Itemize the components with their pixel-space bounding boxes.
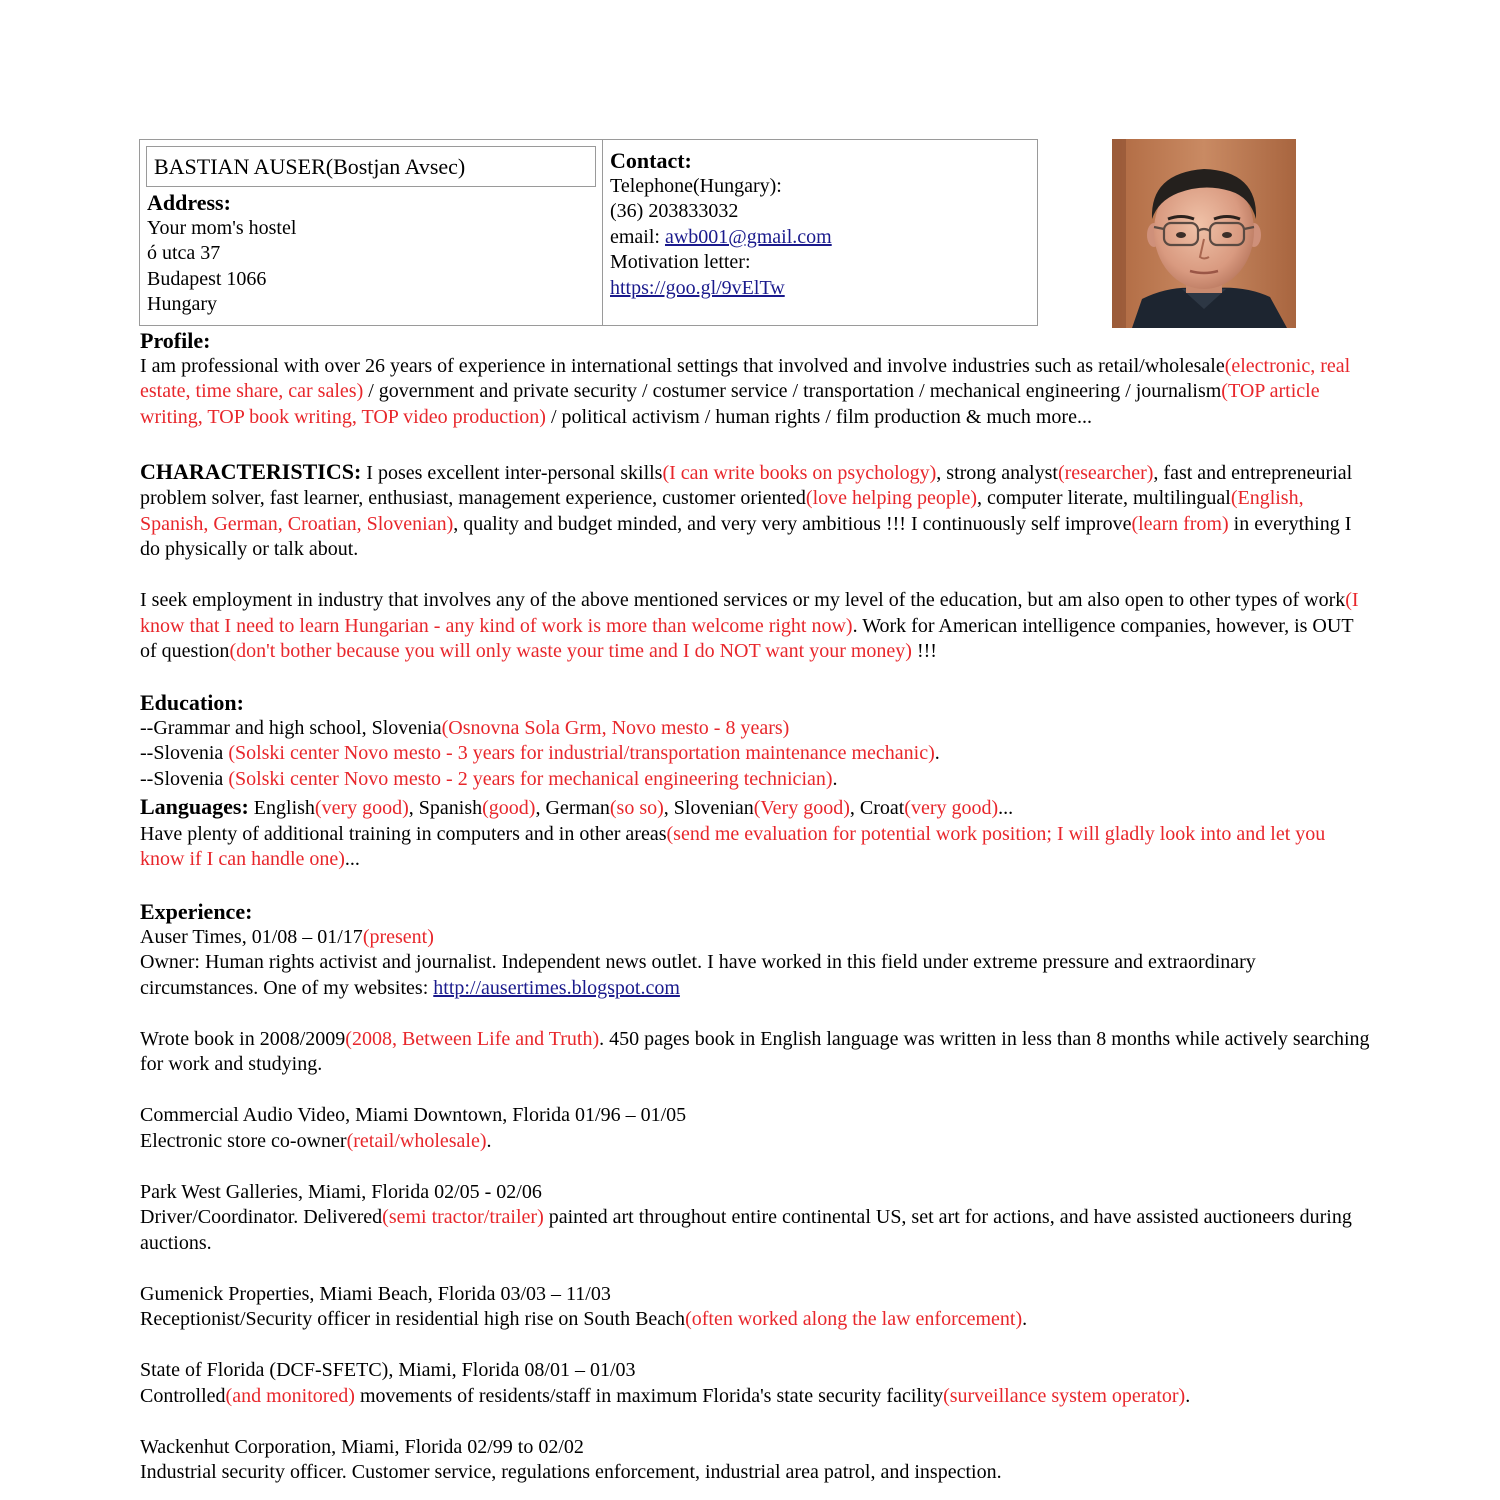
profile-photo: [1112, 139, 1296, 328]
address-line-1: Your mom's hostel: [147, 217, 297, 239]
languages-section: [140, 794, 1370, 873]
education-item-note: (Solski center Novo mesto - 3 years for industrial/transportation maintenance mechanic): [228, 742, 935, 764]
experience-pwg-desc: [140, 1205, 1370, 1256]
education-item-text: --Grammar and high school, Slovenia: [140, 716, 442, 739]
training-line: [140, 822, 1370, 873]
characteristics-note-2: (researcher): [1057, 461, 1154, 484]
education-item-note: (Solski center Novo mesto - 2 years for mechanical engineering technician): [228, 767, 833, 790]
motivation-label: Motivation letter:: [610, 251, 751, 274]
website-link[interactable]: http://ausertimes.blogspot.com: [433, 976, 680, 999]
language-level: (very good): [904, 797, 999, 819]
address-line-3: Budapest 1066: [147, 267, 267, 290]
languages-title: Languages:: [140, 794, 249, 819]
book-note: (2008, Between Life and Truth): [345, 1027, 600, 1050]
motivation-line: [610, 276, 1030, 301]
profile-section: [140, 328, 1370, 430]
job-desc: Driver/Coordinator. Delivered: [140, 1206, 383, 1228]
resume-body: [140, 328, 1370, 1486]
profile-text-2: / government and private security / costumer service / transportation / mechanical engineering / journalism: [363, 380, 1222, 402]
job-present: (present): [362, 925, 434, 948]
education-section: [140, 690, 1370, 792]
job-desc: Owner: Human rights activist and journalist. Independent news outlet. I have worked in this field under extreme pressure and extraordinary circumstances. One of my websites:: [140, 951, 1256, 999]
language-level: (very good): [314, 797, 409, 819]
seek-note-2: (don't bother because you will only waste your time and I do NOT want your money): [229, 640, 912, 662]
education-item: [140, 767, 1370, 793]
seek-text-2: . Work for American intelligence companies, however, is OUT of question: [140, 614, 1354, 662]
characteristics-note-4: (English, Spanish, German, Croatian, Slovenian): [140, 487, 1304, 535]
address-label: Address:: [147, 190, 231, 215]
book-text-1: Wrote book in 2008/2009: [140, 1027, 346, 1050]
language-name: , Slovenian: [663, 797, 754, 819]
job-desc: Controlled: [140, 1384, 226, 1407]
experience-section: [140, 899, 1370, 1486]
characteristics-note-5: (learn from): [1131, 512, 1229, 535]
characteristics-text-2: , strong analyst: [936, 461, 1058, 484]
experience-book: [140, 1027, 1370, 1078]
job-desc: Receptionist/Security officer in residential high rise on South Beach: [140, 1308, 686, 1330]
characteristics-note-3: (love helping people): [805, 487, 977, 509]
language-name: , Spanish: [408, 797, 483, 819]
job-desc: painted art throughout entire continental US, set art for actions, and have assisted auctioneers during auctions.: [140, 1206, 1352, 1254]
experience-auser-title: [140, 925, 1370, 951]
training-text: Have plenty of additional training in computers and in other areas: [140, 822, 667, 845]
job-end: .: [486, 1129, 492, 1152]
job-end: .: [1185, 1384, 1191, 1407]
characteristics-text-6: in everything I do physically or talk about.: [140, 512, 1352, 560]
experience-gum-title: Gumenick Properties, Miami Beach, Florida 03/03 – 11/03: [140, 1282, 611, 1305]
job-title: Auser Times, 01/08 – 01/17: [140, 925, 363, 948]
profile-text: [140, 354, 1370, 431]
experience-cav-title: Commercial Audio Video, Miami Downtown, Florida 01/96 – 01/05: [140, 1104, 687, 1126]
full-name: BASTIAN AUSER(Bostjan Avsec): [154, 154, 466, 179]
language-level: (good): [482, 797, 536, 819]
experience-wack-title: Wackenhut Corporation, Miami, Florida 02/99 to 02/02: [140, 1435, 584, 1458]
training-note: (send me evaluation for potential work position; I will gladly look into and let you know if I can handle one): [140, 822, 1326, 870]
profile-note-2: (TOP article writing, TOP book writing, TOP video production): [140, 380, 1320, 428]
email-link[interactable]: awb001@gmail.com: [664, 225, 832, 248]
experience-title: Experience:: [140, 899, 253, 924]
seek-text-1: I seek employment in industry that involves any of the above mentioned services or my level of the education, but am also open to other types of work: [140, 589, 1346, 611]
email-label: email:: [610, 225, 665, 248]
profile-text-3: / political activism / human rights / film production & much more...: [545, 405, 1092, 428]
profile-text-1: I am professional with over 26 years of experience in international settings that involved and involve industries such as retail/wholesale: [140, 354, 1225, 377]
seek-section: [140, 588, 1370, 665]
book-text-2: . 450 pages book in English language was written in less than 8 months while actively searching for work and studying.: [140, 1027, 1370, 1075]
contact-label: Contact:: [610, 148, 692, 173]
experience-wack-desc: Industrial security officer. Customer service, regulations enforcement, industrial area patrol, and inspection.: [140, 1461, 1002, 1483]
job-end: .: [1022, 1308, 1028, 1330]
experience-sof-desc: [140, 1384, 1370, 1410]
job-desc: movements of residents/staff in maximum Florida's state security facility: [354, 1384, 944, 1407]
experience-sof-title: State of Florida (DCF-SFETC), Miami, Florida 08/01 – 01/03: [140, 1359, 636, 1381]
profile-note-1: (electronic, real estate, time share, car sales): [140, 354, 1351, 402]
job-note: (and monitored): [225, 1384, 355, 1407]
job-note: (semi tractor/trailer): [382, 1206, 544, 1228]
characteristics-note-1: (I can write books on psychology): [662, 461, 937, 484]
name-box: [146, 146, 596, 187]
motivation-link[interactable]: https://goo.gl/9vElTw: [610, 276, 785, 299]
experience-pwg-title: Park West Galleries, Miami, Florida 02/05 - 02/06: [140, 1180, 542, 1203]
language-name: , German: [535, 797, 610, 819]
education-title: Education:: [140, 690, 244, 715]
contact-block: [610, 148, 1030, 301]
address-block: [147, 190, 597, 318]
address-line-4: Hungary: [147, 293, 217, 316]
address-line-2: ó utca 37: [147, 242, 221, 265]
experience-gum-desc: [140, 1307, 1370, 1333]
education-item-text: --Slovenia: [140, 742, 229, 764]
experience-cav-desc: [140, 1129, 1370, 1155]
characteristics-text-1: I poses excellent inter-personal skills: [361, 461, 663, 484]
profile-title: Profile:: [140, 328, 211, 353]
education-item: [140, 716, 1370, 742]
languages-line: [140, 794, 1370, 822]
education-item-note: (Osnovna Sola Grm, Novo mesto - 8 years): [441, 716, 790, 739]
job-note: (often worked along the law enforcement): [685, 1308, 1023, 1330]
telephone-number: (36) 203833032: [610, 200, 739, 223]
job-desc: Electronic store co-owner: [140, 1129, 347, 1152]
languages-end: ...: [998, 797, 1014, 819]
language-name: English: [248, 797, 315, 819]
experience-auser-desc: [140, 950, 1370, 1001]
training-end: ...: [344, 848, 360, 870]
characteristics-text-3: , fast and entrepreneurial problem solver, fast learner, enthusiast, management experience, customer oriented: [140, 461, 1353, 509]
language-level: (Very good): [753, 797, 850, 819]
education-item-end: .: [934, 742, 940, 764]
language-level: (so so): [609, 797, 664, 819]
language-name: , Croat: [849, 797, 905, 819]
seek-text-3: !!!: [911, 640, 937, 662]
job-note: (surveillance system operator): [943, 1384, 1186, 1407]
education-item-text: --Slovenia: [140, 767, 229, 790]
telephone-label: Telephone(Hungary):: [610, 175, 782, 197]
characteristics-text-4: , computer literate, multilingual: [976, 487, 1231, 509]
education-item-end: .: [832, 767, 838, 790]
characteristics-text-5: , quality and budget minded, and very very ambitious !!! I continuously self improve: [453, 512, 1132, 535]
characteristics-title: CHARACTERISTICS:: [140, 458, 362, 484]
header-divider: [602, 140, 603, 325]
job-note: (retail/wholesale): [346, 1129, 487, 1152]
seek-note-1: (I know that I need to learn Hungarian - any kind of work is more than welcome right now): [140, 589, 1359, 637]
email-line: [610, 225, 1030, 250]
header-table: [139, 139, 1038, 326]
characteristics-section: [140, 459, 1370, 563]
education-item: [140, 741, 1370, 767]
